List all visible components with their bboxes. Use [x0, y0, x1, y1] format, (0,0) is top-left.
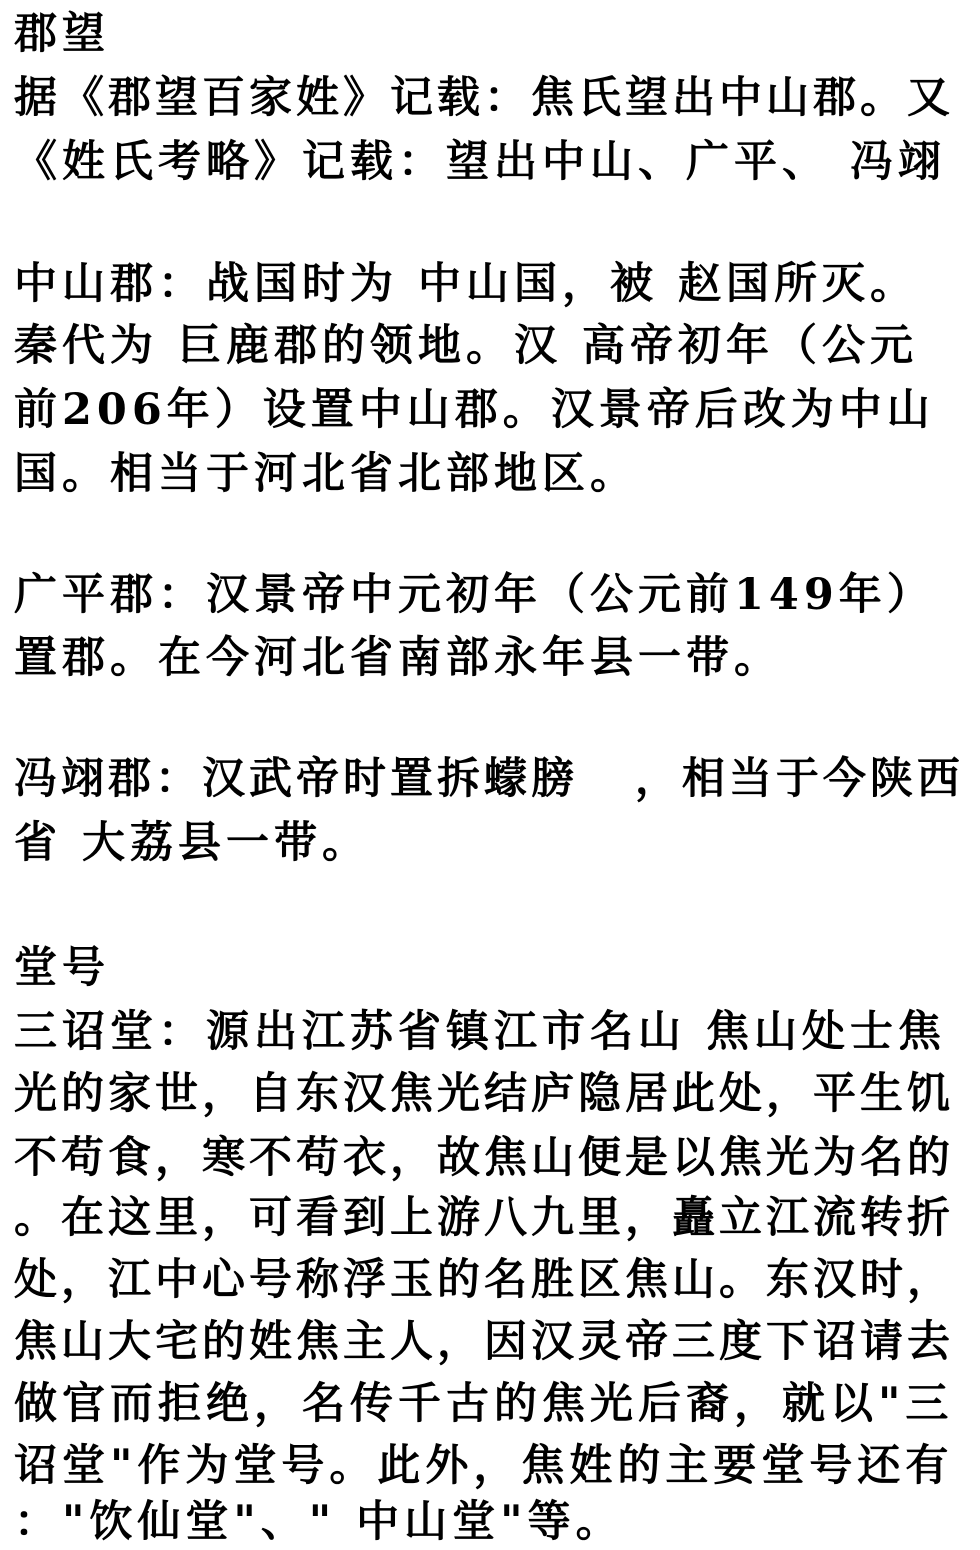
text-line: 光的家世，自东汉焦光结庐隐居此处，平生饥 — [14, 1069, 954, 1119]
section-heading-junwang: 郡望 — [14, 9, 110, 59]
section-heading-tanghao: 堂号 — [14, 943, 110, 993]
text-line: 诏堂"作为堂号。此外，焦姓的主要堂号还有 — [14, 1441, 954, 1491]
document-page — [14, 0, 969, 1550]
text-line: 秦代为 巨鹿郡的领地。汉 高帝初年（公元 — [14, 321, 918, 371]
text-line: 《姓氏考略》记载：望出中山、广平、 冯翊 — [14, 137, 946, 187]
text-line: 省 大荔县一带。 — [14, 818, 370, 868]
text-line: 中山郡：战国时为 中山国，被 赵国所灭。 — [14, 259, 918, 309]
text-line: ："饮仙堂"、" 中山堂"等。 — [14, 1497, 624, 1547]
text-line: 据《郡望百家姓》记载：焦氏望出中山郡。又 — [14, 73, 954, 123]
text-line: 广平郡：汉景帝中元初年（公元前149年） — [14, 570, 935, 620]
text-line: 不苟食，寒不苟衣，故焦山便是以焦光为名的 — [14, 1133, 954, 1183]
text-line: 前206年）设置中山郡。汉景帝后改为中山 — [14, 385, 935, 435]
text-line: 国。相当于河北省北部地区。 — [14, 449, 638, 499]
text-line: 。在这里，可看到上游八九里，矗立江流转折 — [14, 1193, 954, 1243]
text-line: 置郡。在今河北省南部永年县一带。 — [14, 633, 782, 683]
text-line: 处，江中心号称浮玉的名胜区焦山。东汉时， — [14, 1255, 954, 1305]
text-line: 焦山大宅的姓焦主人，因汉灵帝三度下诏请去 — [14, 1317, 954, 1367]
text-line: 冯翊郡：汉武帝时置拆蠓膀 ，相当于今陕西 — [14, 754, 964, 804]
text-line: 做官而拒绝，名传千古的焦光后裔，就以"三 — [14, 1379, 954, 1429]
text-line: 三诏堂：源出江苏省镇江市名山 焦山处士焦 — [14, 1007, 946, 1057]
